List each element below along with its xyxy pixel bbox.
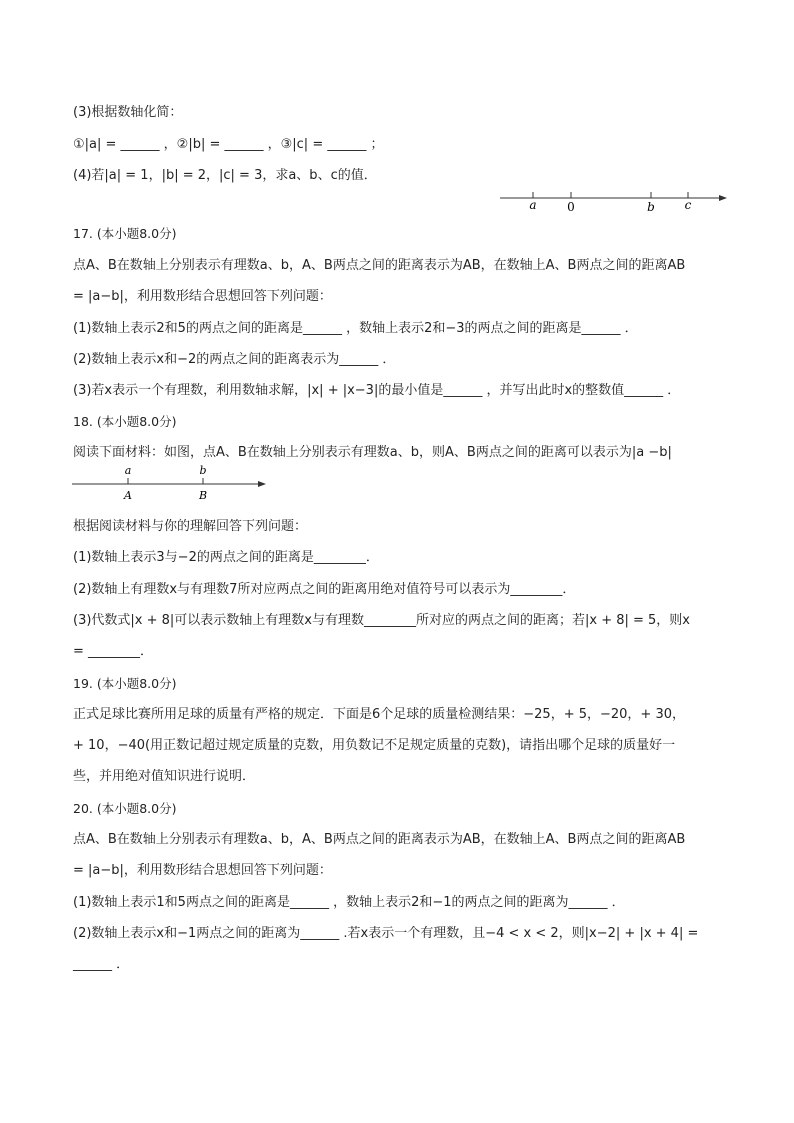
q20-text-2: = |a−b|，利用数形结合思想回答下列问题： bbox=[73, 863, 332, 878]
q18-part3-a: (3)代数式|x + 8|可以表示数轴上有理数x与有理数________所对应的两点之间的距离；若|x + 8| = 5，则x bbox=[73, 613, 690, 628]
q20-heading: 20. (本小题8.0分) bbox=[73, 801, 177, 816]
q20-part2-cont: ______ ． bbox=[73, 957, 130, 972]
label-b: b bbox=[647, 200, 655, 214]
q17-text-2: = |a−b|，利用数形结合思想回答下列问题： bbox=[73, 289, 332, 304]
label-c: c bbox=[684, 198, 692, 212]
q19-text-2: + 10，−40(用正数记超过规定质量的克数，用负数记不足规定质量的克数)，请指出哪个足球的质量好一 bbox=[73, 738, 676, 753]
q18-text-2: 根据阅读材料与你的理解回答下列问题： bbox=[73, 519, 308, 534]
number-line-ab bbox=[70, 464, 270, 506]
q16-part4: (4)若|a| = 1，|b| = 2，|c| = 3，求a、b、c的值． bbox=[73, 168, 377, 183]
q18-heading: 18. (本小题8.0分) bbox=[73, 414, 177, 429]
axis-arrow bbox=[258, 481, 266, 487]
q20-text-1: 点A、B在数轴上分别表示有理数a、b，A、B两点之间的距离表示为AB，在数轴上A、B两点之间的距离AB bbox=[73, 832, 686, 847]
q17-part3: (3)若x表示一个有理数，利用数轴求解，|x| + |x−3|的最小值是______ ，并写出此时x的整数值______ ． bbox=[73, 383, 681, 398]
q19-heading: 19. (本小题8.0分) bbox=[73, 676, 177, 691]
label-b-top: b bbox=[199, 464, 207, 477]
label-a: a bbox=[529, 198, 537, 212]
label-a-top: a bbox=[124, 464, 132, 477]
q16-part3-blanks: ①|a| = ______ ，②|b| = ______ ，③|c| = ______ ； bbox=[73, 137, 384, 152]
q18-part3-b: = ________． bbox=[73, 644, 154, 659]
q18-text-1: 阅读下面材料：如图，点A、B在数轴上分别表示有理数a、b，则A、B两点之间的距离可以表示为|a −b| bbox=[73, 445, 672, 460]
label-A: A bbox=[124, 489, 132, 502]
q17-heading: 17. (本小题8.0分) bbox=[73, 226, 177, 241]
q20-part2: (2)数轴上表示x和−1两点之间的距离为______ .若x表示一个有理数，且−4 < x < 2，则|x−2| + |x + 4| = bbox=[73, 926, 699, 941]
q18-part2: (2)数轴上有理数x与有理数7所对应两点之间的距离用绝对值符号可以表示为________． bbox=[73, 582, 576, 597]
axis-arrow bbox=[719, 195, 727, 201]
label-zero: 0 bbox=[567, 200, 575, 214]
label-B: B bbox=[198, 489, 208, 502]
q20-part1: (1)数轴上表示1和5两点之间的距离是______ ，数轴上表示2和−1的两点之间的距离为______ ． bbox=[73, 895, 625, 910]
q19-text-3: 些，并用绝对值知识进行说明． bbox=[73, 769, 256, 784]
number-line-abc bbox=[498, 186, 730, 218]
q17-part1: (1)数轴上表示2和5的两点之间的距离是______ ，数轴上表示2和−3的两点之间的距离是______ ． bbox=[73, 321, 638, 336]
q16-part3: (3)根据数轴化简： bbox=[73, 105, 183, 120]
q17-part2: (2)数轴上表示x和−2的两点之间的距离表示为______ ． bbox=[73, 352, 396, 367]
q18-part1: (1)数轴上表示3与−2的两点之间的距离是________． bbox=[73, 550, 379, 565]
q17-text-1: 点A、B在数轴上分别表示有理数a、b，A、B两点之间的距离表示为AB，在数轴上A、B两点之间的距离AB bbox=[73, 258, 686, 273]
q19-text-1: 正式足球比赛所用足球的质量有严格的规定．下面是6个足球的质量检测结果：−25，+ 5，−20，+ 30， bbox=[73, 707, 686, 722]
